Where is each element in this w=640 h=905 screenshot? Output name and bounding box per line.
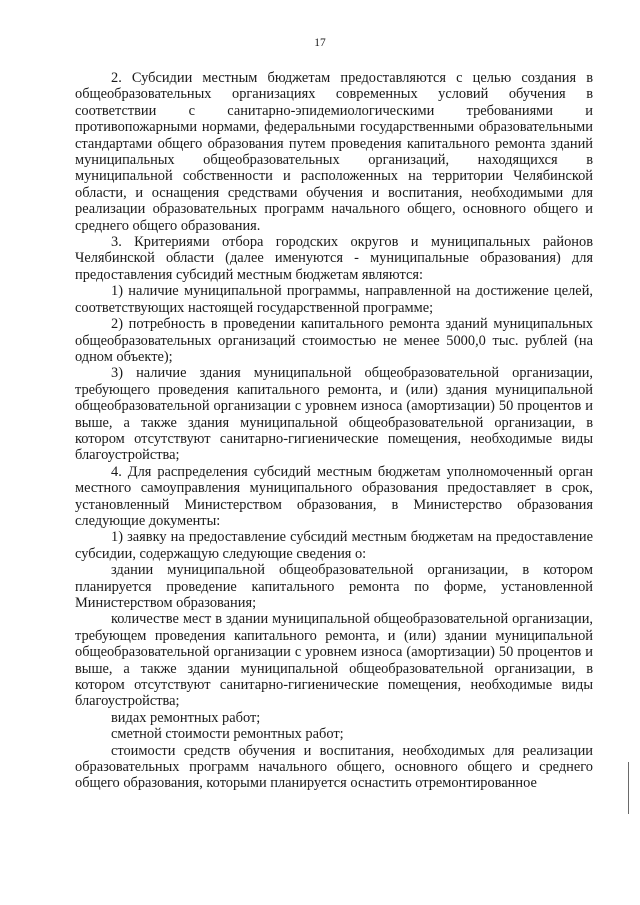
document-body xyxy=(75,70,593,792)
application-detail-building: здании муниципальной общеобразовательной организации, в котором планируется проведение капитального ремонта по форме, установленной Министерством образования; xyxy=(75,562,593,611)
page-number: 17 xyxy=(314,37,326,49)
application-detail-equipment-cost: стоимости средств обучения и воспитания, необходимых для реализации образовательных программ начального общего, основного общего и среднего общего образования, которыми планируется оснастить отремонтированное xyxy=(75,742,593,792)
criteria-item-3: 3) наличие здания муниципальной общеобразовательной организации, требующего проведения капитального ремонта, и (или) здания муниципальной общеобразовательной организации с уровнем износа (амортизации) 50 процентов и выше, а также здания муниципальной общеобразовательной организации, в котором отсутствуют санитарно-гигиенические помещения, необходимые виды благоустройства; xyxy=(75,365,593,464)
application-detail-repair-types: видах ремонтных работ; xyxy=(111,709,261,726)
criteria-item-2: 2) потребность в проведении капитального ремонта зданий муниципальных общеобразовательных организаций стоимостью не менее 5000,0 тыс. рублей (на одном объекте); xyxy=(75,316,593,365)
paragraph-4-documents: 4. Для распределения субсидий местным бюджетам уполномоченный орган местного самоуправления муниципального образования предоставляет в срок, установленный Министерством образования, в Министерство образования следующие документы: xyxy=(75,463,593,529)
paragraph-2-purpose: 2. Субсидии местным бюджетам предоставляются с целью создания в общеобразовательных организациях современных условий обучения в соответствии с санитарно-эпидемиологическими требованиями и противопожарными нормами, федеральными государственными образовательными стандартами общего образования путем проведения капитального ремонта зданий муниципальных общеобразовательных организаций, находящихся в муниципальной собственности и расположенных на территории Челябинской области, и оснащения средствами обучения и воспитания, необходимыми для реализации образовательных программ начального общего, основного общего и среднего общего образования. xyxy=(75,70,593,234)
paragraph-3-criteria: 3. Критериями отбора городских округов и муниципальных районов Челябинской области (далее именуются - муниципальные образования) для предоставления субсидий местным бюджетам являются: xyxy=(75,234,593,283)
scan-edge-mark xyxy=(628,762,629,814)
application-detail-seats: количестве мест в здании муниципальной общеобразовательной организации, требующем проведения капитального ремонта, и (или) здании муниципальной общеобразовательной организации с уровнем износа (амортизации) 50 процентов и выше, а также здании муниципальной общеобразовательной организации, в котором отсутствуют санитарно-гигиенические помещения, необходимые виды благоустройства; xyxy=(75,611,593,710)
criteria-item-1: 1) наличие муниципальной программы, направленной на достижение целей, соответствующих настоящей государственной программе; xyxy=(75,283,593,316)
documents-item-1: 1) заявку на предоставление субсидий местным бюджетам на предоставление субсидии, содержащую следующие сведения о: xyxy=(75,529,593,562)
application-detail-estimate: сметной стоимости ремонтных работ; xyxy=(111,726,344,743)
